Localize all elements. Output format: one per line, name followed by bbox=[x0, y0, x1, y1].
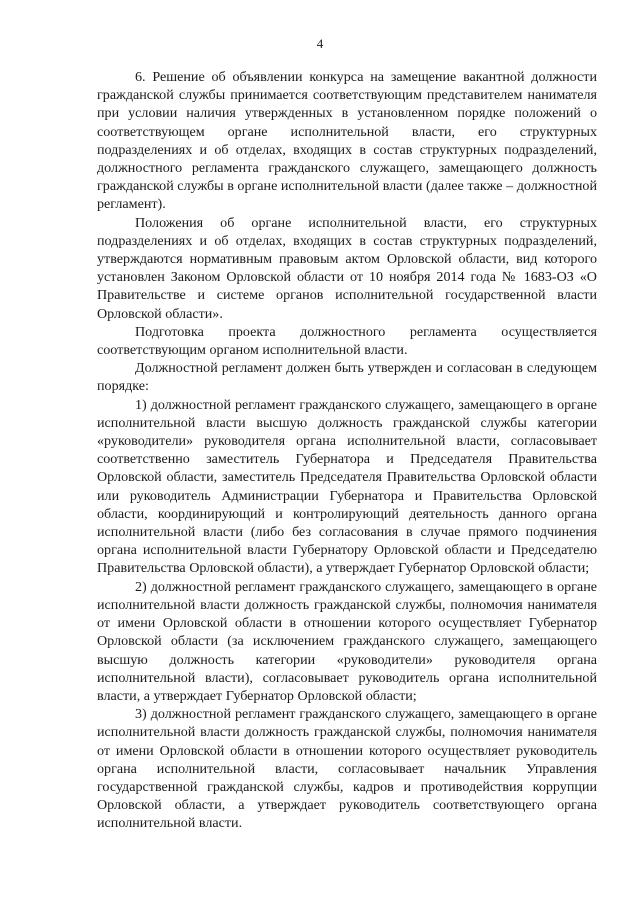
paragraph-6-decision: 6. Решение об объявлении конкурса на замещение вакантной должности гражданской службы принимается соответствующим представителем нанимателя при условии наличия утвержденных в установленном порядке положений о соответствующем органе исполнительной власти, его структурных подразделениях и об отделах, входящих в состав структурных подразделений, должностного регламента гражданского служащего, замещающего должность гражданской службы в органе исполнительной власти (далее также – должностной регламент). bbox=[97, 69, 597, 213]
paragraph-preparation: Подготовка проекта должностного регламента осуществляется соответствующим органом исполнительной власти. bbox=[97, 323, 597, 359]
document-body bbox=[97, 68, 597, 833]
list-item-3: 3) должностной регламент гражданского служащего, замещающего в органе исполнительной власти должность гражданской службы, полномочия нанимателя от имени Орловской области в отношении которого осуществляет руководитель органа исполнительной власти, согласовывает начальник Управления государственной гражданской службы, кадров и противодействия коррупции Орловской области, а утверждает руководитель соответствующего органа исполнительной власти. bbox=[97, 706, 597, 832]
list-item-1: 1) должностной регламент гражданского служащего, замещающего в органе исполнительной власти высшую должность гражданской службы категории «руководители» руководителя органа исполнительной власти, согласовывает соответственно заместитель Губернатора и Председателя Правительства Орловской области, заместитель Председателя Правительства Орловской области или руководитель Администрации Губернатора и Правительства Орловской области, координирующий и контролирующий деятельность данного органа исполнительной власти (либо без согласования в случае прямого подчинения органа исполнительной власти Губернатору Орловской области и Председателю Правительства Орловской области), а утверждает Губернатор Орловской области; bbox=[97, 396, 597, 577]
paragraph-regulations: Положения об органе исполнительной власти, его структурных подразделениях и об отделах, входящих в состав структурных подразделений, утверждаются нормативным правовым актом Орловской области, вид которого установлен Законом Орловской области от 10 ноября 2014 года № 1683-ОЗ «О Правительстве и системе органов исполнительной государственной власти Орловской области». bbox=[97, 214, 597, 322]
paragraph-approval-order: Должностной регламент должен быть утвержден и согласован в следующем порядке: bbox=[97, 360, 597, 395]
list-item-2: 2) должностной регламент гражданского служащего, замещающего в органе исполнительной власти должность гражданской службы, полномочия нанимателя от имени Орловской области в отношении которого осуществляет Губернатор Орловской области (за исключением гражданского служащего, замещающего высшую должность категории «руководители» руководителя органа исполнительной власти), согласовывает руководитель органа исполнительной власти, а утверждает Губернатор Орловской области; bbox=[97, 578, 597, 704]
page-number: 4 bbox=[316, 36, 324, 51]
